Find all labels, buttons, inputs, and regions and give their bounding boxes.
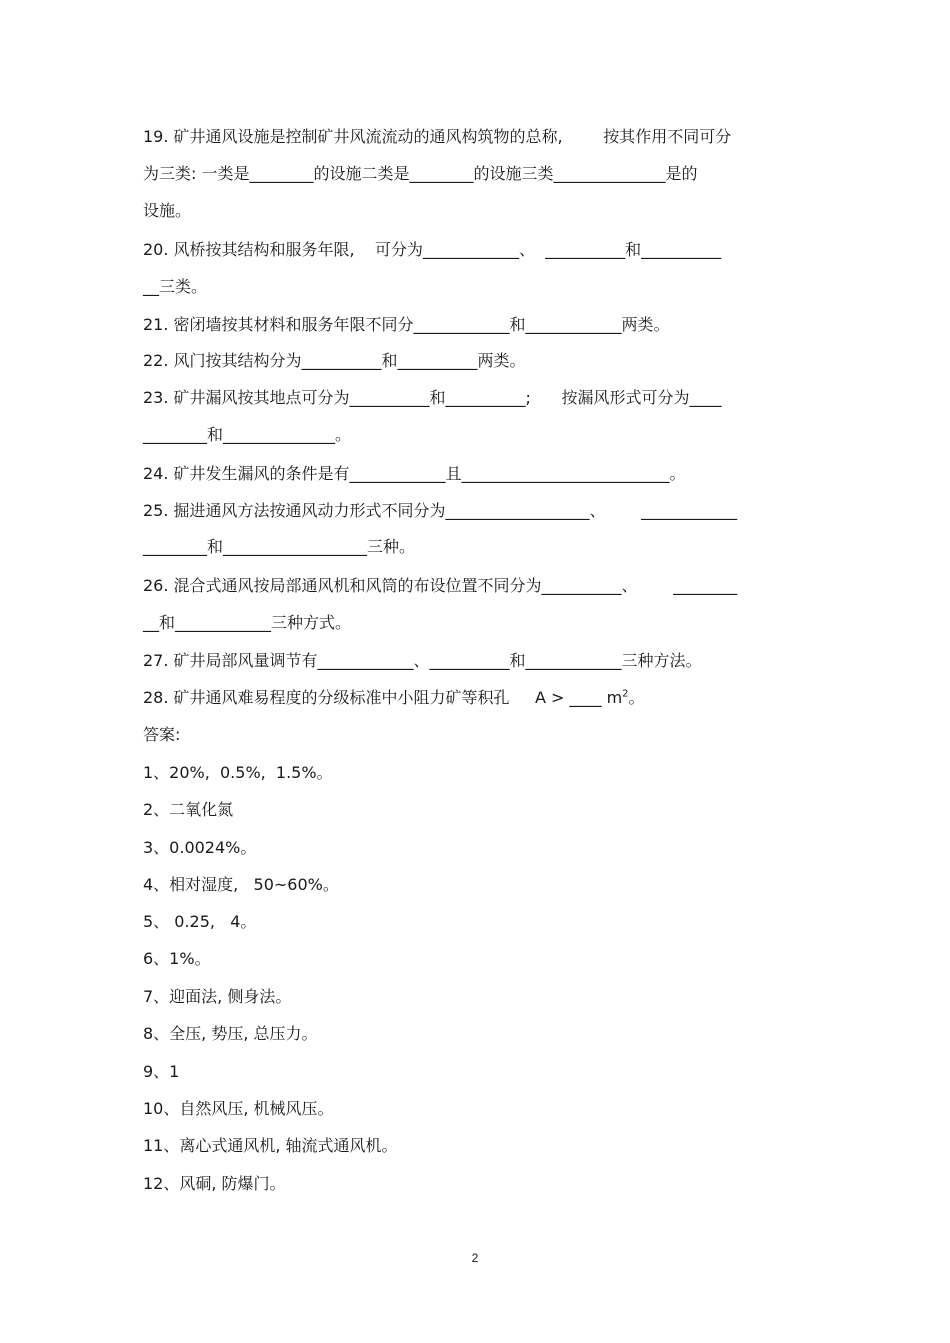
answer-item: 4、相对湿度, 50~60%。 [143,875,339,894]
answer-item: 9、1 [143,1062,180,1081]
answer-item: 7、迎面法, 侧身法。 [143,987,292,1006]
question-26-line-2: __和____________三种方式。 [143,613,352,632]
question-25-line-1: 25. 掘进通风方法按通风动力形式不同分为__________________、 ____________ [143,501,738,520]
question-25-line-2: ________和__________________三种。 [143,537,416,556]
question-19-line-1: 19. 矿井通风设施是控制矿井风流流动的通风构筑物的总称, 按其作用不同可分 [143,127,732,146]
question-19-line-3: 设施。 [143,201,192,220]
answer-item: 3、0.0024%。 [143,838,257,857]
question-23-line-2: ________和______________。 [143,425,352,444]
answer-item: 11、离心式通风机, 轴流式通风机。 [143,1136,398,1155]
question-28-superscript: 2 [622,688,629,700]
page-number: 2 [471,1251,479,1265]
question-20-line-1: 20. 风桥按其结构和服务年限, 可分为____________、 __________和__________ [143,240,722,259]
question-26-line-1: 26. 混合式通风按局部通风机和风筒的布设位置不同分为__________、 ________ [143,576,738,595]
question-21: 21. 密闭墙按其材料和服务年限不同分____________和____________两类。 [143,315,670,334]
question-20-line-2: __三类。 [143,277,208,296]
answers-heading: 答案: [143,725,181,744]
question-28 [143,688,645,708]
question-24: 24. 矿井发生漏风的条件是有____________且__________________________。 [143,464,686,483]
question-23-line-1: 23. 矿井漏风按其地点可分为__________和__________; 按漏风形式可分为____ [143,388,722,407]
answer-item: 12、风硐, 防爆门。 [143,1174,286,1193]
answer-item: 8、全压, 势压, 总压力。 [143,1024,318,1043]
answer-item: 6、1%。 [143,949,211,968]
question-28-text: 28. 矿井通风难易程度的分级标准中小阻力矿等积孔 A > ____ m [143,688,623,707]
answer-item: 5、 0.25, 4。 [143,912,257,931]
question-28-suffix: 。 [628,688,645,707]
answer-item: 10、自然风压, 机械风压。 [143,1099,334,1118]
question-19-line-2: 为三类: 一类是________的设施二类是________的设施三类______________是的 [143,164,698,183]
question-22: 22. 风门按其结构分为__________和__________两类。 [143,351,526,370]
question-27: 27. 矿井局部风量调节有____________、__________和____________三种方法。 [143,651,702,670]
answer-item: 1、20%, 0.5%, 1.5%。 [143,763,333,782]
answer-item: 2、二氧化氮 [143,800,234,819]
